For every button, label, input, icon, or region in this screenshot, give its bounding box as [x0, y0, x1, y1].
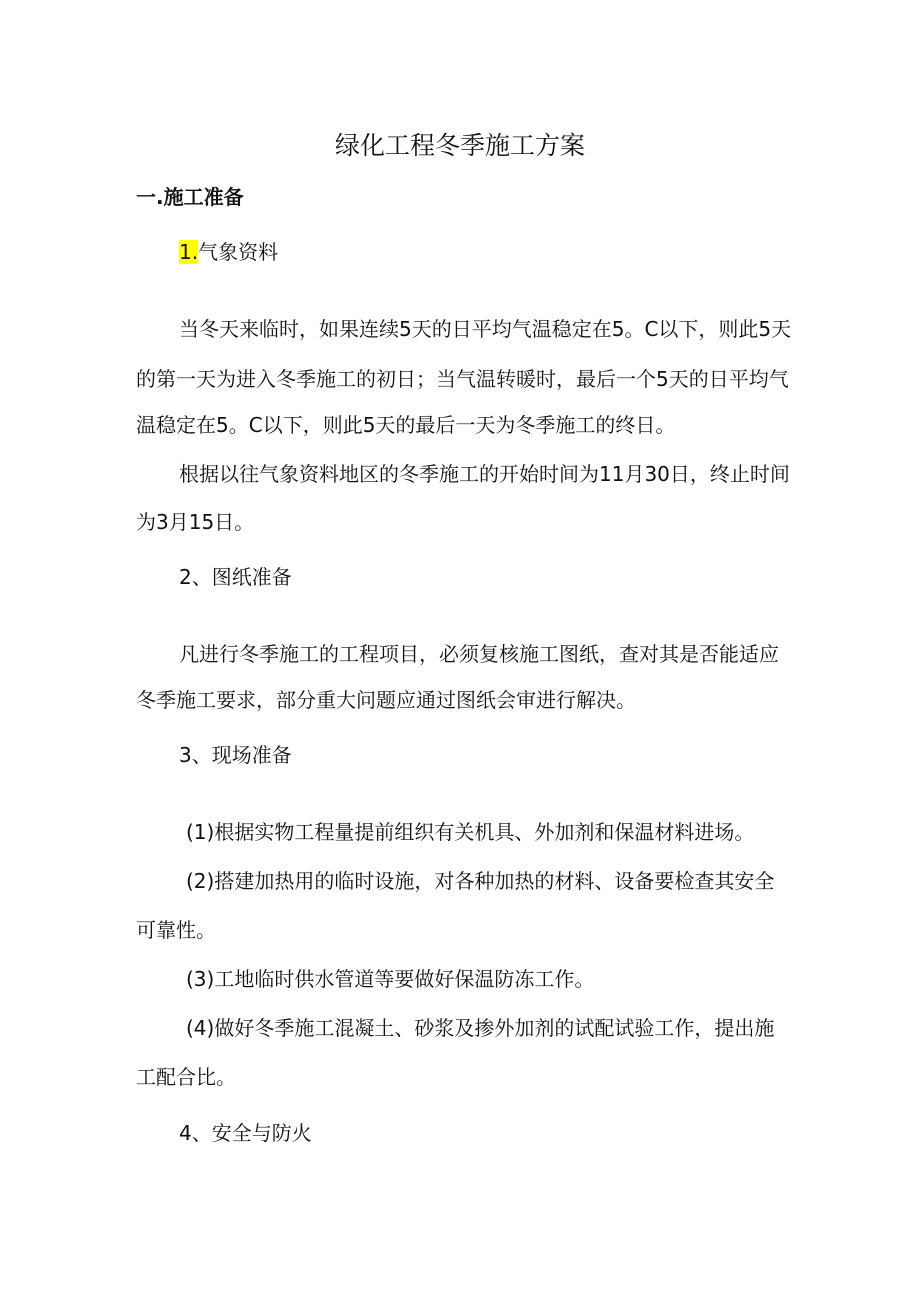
list-item-1: (1)根据实物工程量提前组织有关机具、外加剂和保温材料进场。: [186, 820, 755, 844]
subheading-label: 气象资料: [198, 240, 279, 264]
paragraph-line: 根据以往气象资料地区的冬季施工的开始时间为11月30日，终止时间: [179, 462, 790, 486]
subheading-drawing-preparation: 2、图纸准备: [179, 565, 292, 589]
paragraph-line: 的第一天为进入冬季施工的初日；当气温转暖时，最后一个5天的日平均气: [136, 367, 789, 391]
list-item-4: (4)做好冬季施工混凝土、砂浆及掺外加剂的试配试验工作，提出施: [186, 1016, 775, 1040]
paragraph-line: 当冬天来临时，如果连续5天的日平均气温稳定在5。C以下，则此5天: [179, 317, 792, 341]
paragraph-line: 为3月15日。: [136, 510, 255, 534]
paragraph-line: 温稳定在5。C以下，则此5天的最后一天为冬季施工的终日。: [136, 413, 676, 437]
subheading-site-preparation: 3、现场准备: [179, 743, 292, 767]
list-item-2-continued: 可靠性。: [136, 918, 216, 942]
list-item-3: (3)工地临时供水管道等要做好保温防冻工作。: [186, 967, 595, 991]
subheading-weather-data: [179, 238, 278, 266]
list-item-4-continued: 工配合比。: [136, 1065, 236, 1089]
subheading-safety-fire: 4、安全与防火: [179, 1121, 312, 1145]
section-heading-preparation: 一.施工准备: [136, 185, 244, 209]
highlighted-number: 1.: [179, 240, 199, 264]
paragraph-line: 凡进行冬季施工的工程项目，必须复核施工图纸，查对其是否能适应: [179, 642, 779, 666]
document-title: 绿化工程冬季施工方案: [334, 131, 585, 160]
paragraph-line: 冬季施工要求，部分重大问题应通过图纸会审进行解决。: [136, 688, 636, 712]
list-item-2: (2)搭建加热用的临时设施，对各种加热的材料、设备要检查其安全: [186, 869, 775, 893]
